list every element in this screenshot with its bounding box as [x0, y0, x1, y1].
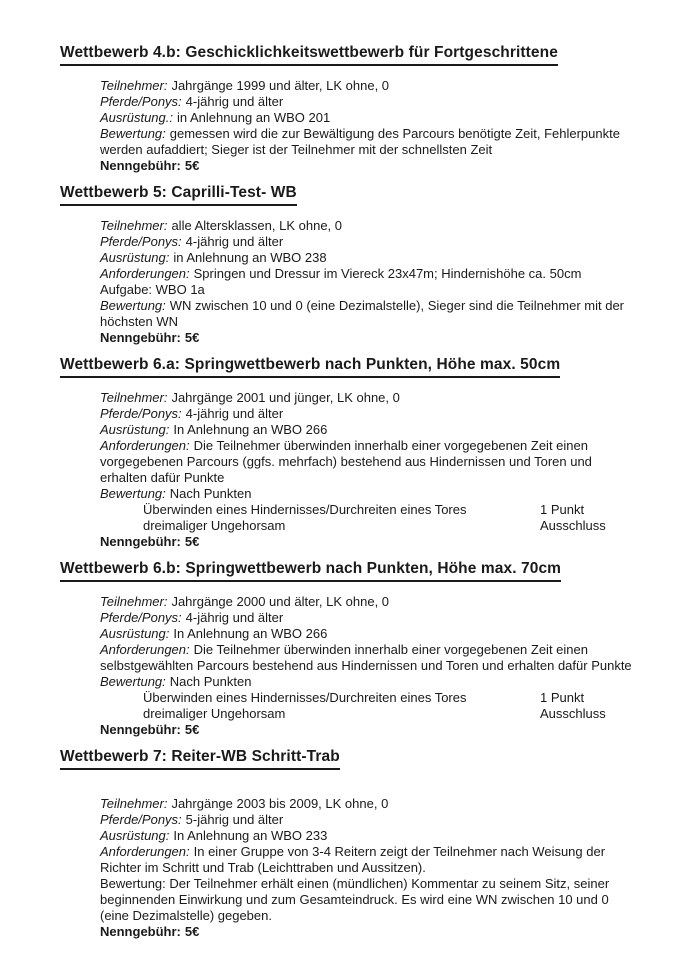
points-row — [100, 502, 640, 518]
field-line — [100, 422, 640, 438]
field-label: Ausrüstung: — [100, 250, 170, 265]
field-text: In Anlehnung an WBO 266 — [173, 422, 328, 437]
section-wettbewerb-4b — [60, 44, 644, 174]
field-text: Nach Punkten — [169, 674, 252, 689]
field-text: Springen und Dressur im Viereck 23x47m; Hindernishöhe ca. 50cm — [193, 266, 582, 281]
field-line — [100, 438, 640, 486]
field-label: Teilnehmer: — [100, 594, 168, 609]
field-text: 4-jährig und älter — [185, 406, 284, 421]
field-line — [100, 828, 640, 844]
field-text: 4-jährig und älter — [185, 610, 284, 625]
field-label: Teilnehmer: — [100, 796, 168, 811]
field-line — [100, 250, 640, 266]
section-fields — [100, 218, 640, 346]
points-row — [100, 690, 640, 706]
field-label: Pferde/Ponys: — [100, 94, 182, 109]
points-row — [100, 706, 640, 722]
fee-value: 5€ — [184, 534, 200, 549]
field-line — [100, 876, 640, 924]
points-row — [100, 518, 640, 534]
field-label: Pferde/Ponys: — [100, 406, 182, 421]
section-title — [60, 560, 644, 582]
section-title-text: Wettbewerb 5: Caprilli-Test- WB — [60, 184, 297, 206]
fee-value: 5€ — [184, 330, 200, 345]
field-label: Pferde/Ponys: — [100, 610, 182, 625]
field-line — [100, 406, 640, 422]
section-wettbewerb-6a — [60, 356, 644, 550]
section-wettbewerb-7 — [60, 748, 644, 940]
fee-value: 5€ — [184, 158, 200, 173]
field-line — [100, 486, 640, 502]
section-title-text: Wettbewerb 4.b: Geschicklichkeitswettbewerb für Fortgeschrittene — [60, 44, 558, 66]
section-wettbewerb-5 — [60, 184, 644, 346]
field-text: 5-jährig und älter — [185, 812, 284, 827]
field-line — [100, 266, 640, 282]
field-line — [100, 844, 640, 876]
field-label: Bewertung: — [100, 298, 166, 313]
field-line — [100, 642, 640, 674]
field-line — [100, 234, 640, 250]
section-fields — [100, 796, 640, 940]
fee-label: Nenngebühr: — [100, 722, 181, 737]
field-line — [100, 218, 640, 234]
fee-line — [100, 722, 640, 738]
section-title-text: Wettbewerb 7: Reiter-WB Schritt-Trab — [60, 748, 340, 770]
field-line — [100, 298, 640, 330]
field-label: Anforderungen: — [100, 438, 190, 453]
section-title-text: Wettbewerb 6.b: Springwettbewerb nach Punkten, Höhe max. 70cm — [60, 560, 561, 582]
field-text: Die Teilnehmer überwinden innerhalb einer vorgegebenen Zeit einen vorgegebenen Parcours (ggfs. mehrfach) bestehend aus Hindernissen und Toren und erhalten dafür Punkte — [100, 438, 592, 485]
field-text: Jahrgänge 1999 und älter, LK ohne, 0 — [171, 78, 390, 93]
field-text: Aufgabe: WBO 1a — [100, 282, 205, 297]
section-title — [60, 184, 644, 206]
section-title-text: Wettbewerb 6.a: Springwettbewerb nach Punkten, Höhe max. 50cm — [60, 356, 560, 378]
field-line — [100, 796, 640, 812]
fee-value: 5€ — [184, 924, 200, 939]
fee-label: Nenngebühr: — [100, 534, 181, 549]
field-line — [100, 610, 640, 626]
section-fields — [100, 78, 640, 174]
fee-line — [100, 924, 640, 940]
section-fields — [100, 390, 640, 550]
field-label: Anforderungen: — [100, 844, 190, 859]
fee-label: Nenngebühr: — [100, 924, 181, 939]
field-text: 4-jährig und älter — [185, 94, 284, 109]
field-label: Anforderungen: — [100, 642, 190, 657]
fee-line — [100, 158, 640, 174]
field-text: WN zwischen 10 und 0 (eine Dezimalstelle), Sieger sind die Teilnehmer mit der höchsten WN — [100, 298, 625, 329]
field-line — [100, 110, 640, 126]
field-line — [100, 390, 640, 406]
field-text: Nach Punkten — [169, 486, 252, 501]
field-text: in Anlehnung an WBO 238 — [173, 250, 327, 265]
fee-line — [100, 330, 640, 346]
field-line — [100, 94, 640, 110]
section-wettbewerb-6b — [60, 560, 644, 738]
points-result: Ausschluss — [540, 706, 606, 721]
field-label: Bewertung: — [100, 486, 166, 501]
field-text: Jahrgänge 2003 bis 2009, LK ohne, 0 — [171, 796, 389, 811]
points-action: dreimaliger Ungehorsam — [143, 706, 286, 721]
field-label: Ausrüstung: — [100, 422, 170, 437]
section-title — [60, 748, 644, 770]
field-line — [100, 78, 640, 94]
points-action: Überwinden eines Hindernisses/Durchreiten eines Tores — [143, 690, 467, 705]
section-title — [60, 44, 644, 66]
points-result: 1 Punkt — [540, 690, 585, 705]
field-text: Bewertung: Der Teilnehmer erhält einen (mündlichen) Kommentar zu seinem Sitz, seiner beginnenden Einwirkung und zum Gesamteindruck. Es wird eine WN zwischen 10 und 0 (eine Dezimalstelle) gegeben. — [100, 876, 610, 923]
field-line — [100, 674, 640, 690]
field-label: Teilnehmer: — [100, 390, 168, 405]
points-action: dreimaliger Ungehorsam — [143, 518, 286, 533]
field-label: Anforderungen: — [100, 266, 190, 281]
field-label: Pferde/Ponys: — [100, 812, 182, 827]
field-label: Ausrüstung: — [100, 828, 170, 843]
points-result: Ausschluss — [540, 518, 606, 533]
field-line — [100, 626, 640, 642]
field-text: In einer Gruppe von 3-4 Reitern zeigt der Teilnehmer nach Weisung der Richter im Schritt und Trab (Leichttraben und Aussitzen). — [100, 844, 606, 875]
field-text: alle Altersklassen, LK ohne, 0 — [171, 218, 343, 233]
fee-value: 5€ — [184, 722, 200, 737]
points-action: Überwinden eines Hindernisses/Durchreiten eines Tores — [143, 502, 467, 517]
field-label: Teilnehmer: — [100, 218, 168, 233]
field-line — [100, 126, 640, 158]
field-text: Die Teilnehmer überwinden innerhalb einer vorgegebenen Zeit einen selbstgewählten Parcours bestehend aus Hindernissen und Toren und erhalten dafür Punkte — [100, 642, 632, 673]
field-text: In Anlehnung an WBO 266 — [173, 626, 328, 641]
section-title — [60, 356, 644, 378]
field-label: Ausrüstung: — [100, 626, 170, 641]
field-label: Bewertung: — [100, 674, 166, 689]
field-label: Ausrüstung.: — [100, 110, 173, 125]
field-text: in Anlehnung an WBO 201 — [177, 110, 331, 125]
section-fields — [100, 594, 640, 738]
field-text: 4-jährig und älter — [185, 234, 284, 249]
field-label: Bewertung: — [100, 126, 166, 141]
fee-label: Nenngebühr: — [100, 330, 181, 345]
field-text: Jahrgänge 2001 und jünger, LK ohne, 0 — [171, 390, 400, 405]
fee-line — [100, 534, 640, 550]
fee-label: Nenngebühr: — [100, 158, 181, 173]
field-text: gemessen wird die zur Bewältigung des Parcours benötigte Zeit, Fehlerpunkte werden aufaddiert; Sieger ist der Teilnehmer mit der schnellsten Zeit — [100, 126, 620, 157]
field-label: Teilnehmer: — [100, 78, 168, 93]
field-line — [100, 812, 640, 828]
points-result: 1 Punkt — [540, 502, 585, 517]
field-text: Jahrgänge 2000 und älter, LK ohne, 0 — [171, 594, 390, 609]
field-line — [100, 594, 640, 610]
field-text: In Anlehnung an WBO 233 — [173, 828, 328, 843]
field-label: Pferde/Ponys: — [100, 234, 182, 249]
field-line — [100, 282, 640, 298]
